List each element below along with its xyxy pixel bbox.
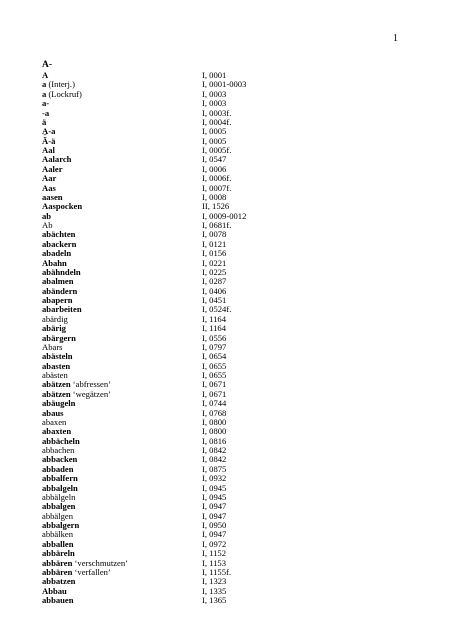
entry-reference: I, 0932 bbox=[202, 473, 227, 484]
entry-reference: I, 1164 bbox=[202, 313, 227, 324]
entry-headword: aasen bbox=[42, 191, 63, 202]
entry-headword: abadeln bbox=[42, 248, 72, 259]
entry-gloss: ‘verfallen’ bbox=[72, 566, 111, 577]
entry-headword: abbälgen bbox=[42, 510, 74, 521]
section-heading: A- bbox=[42, 60, 53, 70]
entry-reference: I, 0671 bbox=[202, 388, 227, 399]
entry-reference: I, 1365 bbox=[202, 595, 227, 605]
entry-reference: I, 0005 bbox=[202, 126, 227, 137]
entry-reference: I, 0768 bbox=[202, 407, 227, 418]
entry-reference: I, 0655 bbox=[202, 370, 227, 380]
entry-reference: I, 0078 bbox=[202, 229, 227, 240]
entry-headword: abbalfern bbox=[42, 473, 78, 484]
entry-reference: I, 1155f. bbox=[202, 566, 232, 577]
entry-headword: abändern bbox=[42, 285, 78, 296]
entry-reference: I, 0005 bbox=[202, 135, 227, 146]
entry-headword: a bbox=[42, 79, 47, 90]
entry-gloss: (Lockruf) bbox=[46, 88, 82, 99]
entry-reference: I, 0945 bbox=[202, 491, 227, 502]
entry-headword: Ä-ä bbox=[42, 135, 56, 146]
entry-headword: ä bbox=[42, 116, 47, 127]
entry-gloss: ‘verschmutzen’ bbox=[72, 557, 129, 568]
entry-headword: abbacken bbox=[42, 454, 78, 465]
entry-reference: I, 1153 bbox=[202, 557, 227, 568]
entry-lemma bbox=[42, 596, 74, 605]
entry-reference: I, 0524f. bbox=[202, 304, 232, 315]
entry-reference: I, 0797 bbox=[202, 341, 227, 352]
entry-reference: I, 0156 bbox=[202, 248, 227, 259]
entry-headword: abarbeiten bbox=[42, 304, 82, 315]
entry-headword: abbauen bbox=[42, 595, 74, 605]
entry-headword: abbalgern bbox=[42, 520, 80, 530]
entry-headword: a- bbox=[42, 98, 50, 109]
entry-headword: abbäreln bbox=[42, 548, 75, 559]
entry-headword: abasten bbox=[42, 360, 71, 371]
entry-headword: abärig bbox=[42, 323, 66, 334]
entry-headword: Aalarch bbox=[42, 154, 72, 165]
entry-headword: abbären bbox=[42, 566, 73, 577]
entry-reference: I, 0009-0012 bbox=[202, 210, 247, 221]
entry-reference: I, 0001 bbox=[202, 70, 227, 80]
entry-list bbox=[42, 71, 402, 605]
entry-headword: abbälken bbox=[42, 529, 74, 540]
entry-headword: abästen bbox=[42, 370, 68, 380]
entry-reference: I, 1323 bbox=[202, 576, 227, 587]
page-number: 1 bbox=[393, 33, 398, 44]
entry-reference: I, 0681f. bbox=[202, 220, 232, 230]
entry-headword: abapern bbox=[42, 295, 73, 305]
entry-gloss: (Interj.) bbox=[46, 79, 75, 90]
entry-headword: ab bbox=[42, 210, 52, 221]
entry-headword: abäugeln bbox=[42, 398, 76, 409]
entry-reference: I, 0947 bbox=[202, 529, 227, 540]
entry-reference: I, 0005f. bbox=[202, 145, 232, 155]
entry-reference: I, 1335 bbox=[202, 585, 227, 596]
entry-reference: I, 0006 bbox=[202, 163, 227, 174]
entry-headword: Abahn bbox=[42, 257, 67, 268]
entry-headword: abbaden bbox=[42, 463, 74, 474]
entry-reference: I, 0003 bbox=[202, 98, 227, 109]
entry-headword: Aaler bbox=[42, 163, 63, 174]
index-entry bbox=[42, 596, 402, 605]
entry-headword: Aal bbox=[42, 145, 55, 155]
entry-headword: abbachen bbox=[42, 445, 75, 455]
entry-headword: Aaspocken bbox=[42, 201, 83, 212]
entry-gloss: ‘wegätzen’ bbox=[70, 388, 111, 399]
entry-headword: abalmen bbox=[42, 276, 74, 287]
entry-headword: a bbox=[42, 88, 47, 99]
entry-reference: I, 0406 bbox=[202, 285, 227, 296]
entry-reference: I, 0006f. bbox=[202, 173, 232, 184]
entry-headword: -a bbox=[42, 107, 50, 118]
entry-reference: I, 0003f. bbox=[202, 107, 232, 118]
entry-reference: I, 0875 bbox=[202, 463, 227, 474]
entry-reference: I, 0556 bbox=[202, 332, 227, 343]
entry-reference: I, 0007f. bbox=[202, 182, 232, 193]
entry-reference: II, 1526 bbox=[202, 201, 230, 212]
entry-headword: abärdig bbox=[42, 313, 68, 324]
entry-reference: I, 0001-0003 bbox=[202, 79, 247, 90]
entry-reference: I, 0671 bbox=[202, 379, 227, 390]
entry-gloss: ‘abfressen’ bbox=[70, 379, 111, 390]
entry-headword: abbälgeln bbox=[42, 491, 76, 502]
entry-headword: abbalgen bbox=[42, 501, 76, 512]
entry-reference: I, 0744 bbox=[202, 398, 227, 409]
entry-reference: I, 0816 bbox=[202, 435, 227, 446]
entry-headword: abbalgeln bbox=[42, 482, 78, 493]
entry-reference: I, 0547 bbox=[202, 154, 227, 165]
entry-reference: I, 0287 bbox=[202, 276, 227, 287]
entry-headword: abbächeln bbox=[42, 435, 80, 446]
entry-headword: abballen bbox=[42, 538, 74, 549]
entry-reference: I, 1164 bbox=[202, 323, 227, 334]
entry-headword: abbatzen bbox=[42, 576, 76, 587]
entry-headword: Aar bbox=[42, 173, 57, 184]
entry-reference: I, 0655 bbox=[202, 360, 227, 371]
entry-reference: I, 0947 bbox=[202, 501, 227, 512]
entry-reference: I, 0800 bbox=[202, 426, 227, 437]
entry-reference: I, 0972 bbox=[202, 538, 227, 549]
entry-reference: I, 1152 bbox=[202, 548, 227, 559]
entry-headword: A bbox=[42, 70, 49, 80]
entry-headword: Ab bbox=[42, 220, 53, 230]
entry-headword: abackern bbox=[42, 238, 77, 249]
entry-headword: abbären bbox=[42, 557, 73, 568]
entry-reference: I, 0221 bbox=[202, 257, 227, 268]
entry-reference: I, 0121 bbox=[202, 238, 227, 249]
entry-headword: Abars bbox=[42, 341, 63, 352]
entry-reference: I, 0003 bbox=[202, 88, 227, 99]
entry-headword: Abbau bbox=[42, 585, 67, 596]
entry-headword: A̱-a bbox=[42, 126, 56, 137]
entry-headword: abaxten bbox=[42, 426, 72, 437]
entry-headword: abärgern bbox=[42, 332, 76, 343]
entry-headword: abächten bbox=[42, 229, 76, 240]
entry-headword: abästeln bbox=[42, 351, 73, 362]
entry-reference: I, 0008 bbox=[202, 191, 227, 202]
entry-headword: abaus bbox=[42, 407, 64, 418]
entry-reference: I, 0654 bbox=[202, 351, 227, 362]
entry-reference: I, 0950 bbox=[202, 520, 227, 530]
entry-headword: abätzen bbox=[42, 388, 71, 399]
entry-headword: abätzen bbox=[42, 379, 71, 390]
entry-headword: abaxen bbox=[42, 416, 67, 427]
entry-reference: I, 0842 bbox=[202, 454, 227, 465]
entry-headword: abähndeln bbox=[42, 266, 81, 277]
entry-reference: I, 0947 bbox=[202, 510, 227, 521]
entry-headword: Aas bbox=[42, 182, 56, 193]
entry-reference: I, 0842 bbox=[202, 445, 227, 455]
entry-reference: I, 0945 bbox=[202, 482, 227, 493]
entry-reference: I, 0800 bbox=[202, 416, 227, 427]
entry-reference: I, 0004f. bbox=[202, 116, 232, 127]
entry-reference: I, 0451 bbox=[202, 295, 227, 305]
entry-reference: I, 0225 bbox=[202, 266, 227, 277]
